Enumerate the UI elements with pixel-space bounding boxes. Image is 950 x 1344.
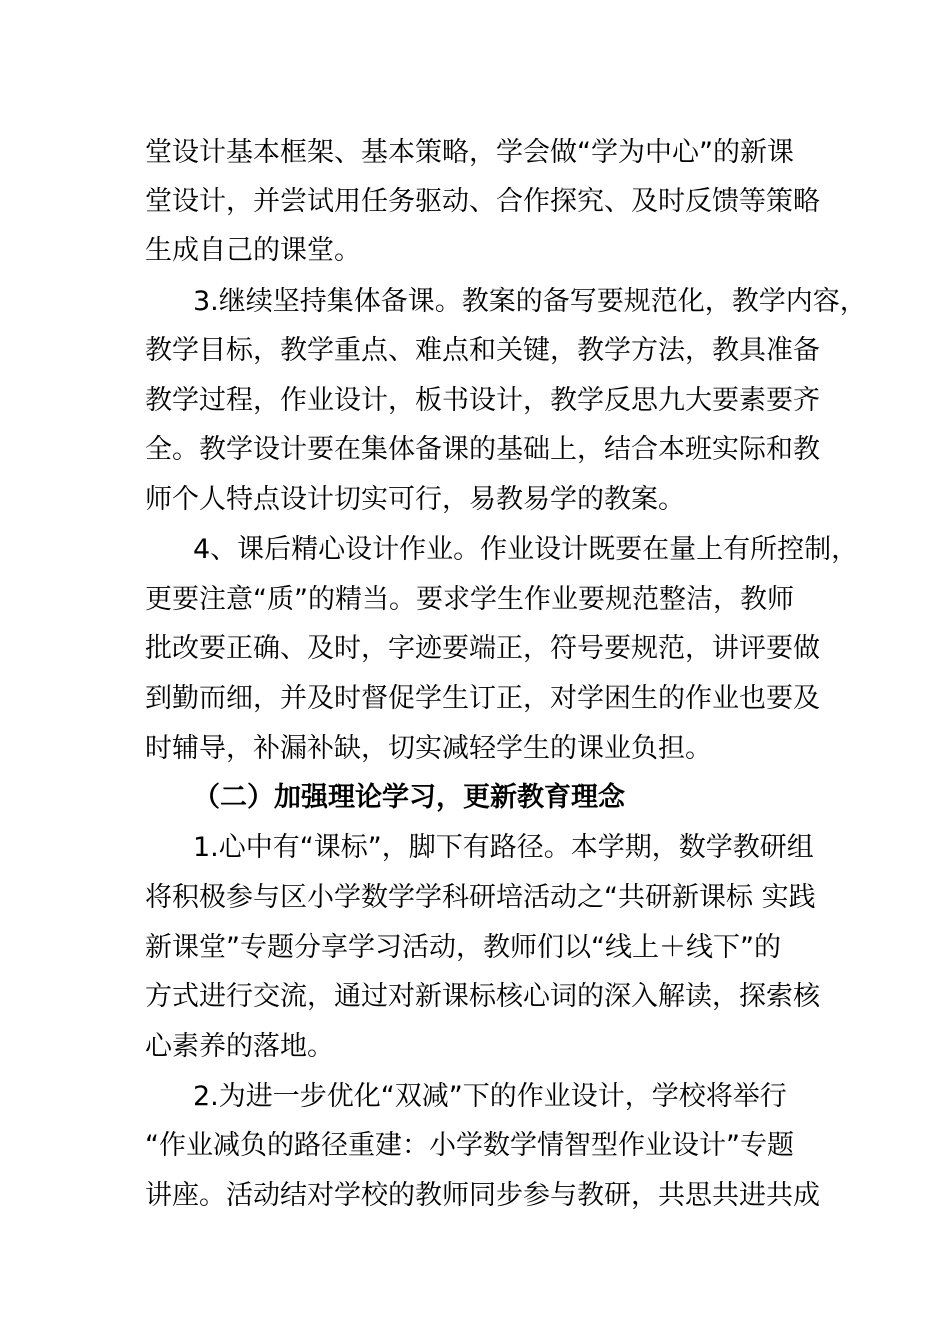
paragraph-line: 堂设计基本框架、基本策略，学会做“学为中心”的新课 [145, 137, 794, 168]
paragraph-line: 3.继续坚持集体备课。教案的备写要规范化，教学内容， [193, 286, 867, 317]
paragraph-line: 心素养的落地。 [145, 1031, 334, 1062]
paragraph-line: 教学目标，教学重点、难点和关键，教学方法，教具准备 [145, 335, 820, 366]
paragraph-line: 2.为进一步优化“双减”下的作业设计，学校将举行 [193, 1081, 787, 1112]
paragraph-line: 到勤而细，并及时督促学生订正，对学困生的作业也要及 [145, 683, 820, 714]
paragraph-line: 教学过程，作业设计，板书设计，教学反思九大要素要齐 [145, 385, 820, 416]
paragraph-line: 时辅导，补漏补缺，切实减轻学生的课业负担。 [145, 733, 712, 764]
paragraph-line: “作业减负的路径重建：小学数学情智型作业设计”专题 [145, 1130, 794, 1161]
paragraph-line: 讲座。活动结对学校的教师同步参与教研，共思共进共成 [145, 1180, 820, 1211]
paragraph-line: 方式进行交流，通过对新课标核心词的深入解读，探索核 [145, 981, 820, 1012]
paragraph-line: 将积极参与区小学数学学科研培活动之“共研新课标 实践 [145, 882, 816, 913]
paragraph-line: 全。教学设计要在集体备课的基础上，结合本班实际和教 [145, 434, 820, 465]
paragraph-line: 1.心中有“课标”，脚下有路径。本学期，数学教研组 [193, 832, 814, 863]
paragraph-line: 批改要正确、及时，字迹要端正，符号要规范，讲评要做 [145, 633, 820, 664]
section-heading: （二）加强理论学习，更新教育理念 [193, 782, 625, 813]
paragraph-line: 师个人特点设计切实可行，易教易学的教案。 [145, 484, 685, 515]
paragraph-line: 新课堂”专题分享学习活动，教师们以“线上＋线下”的 [145, 932, 781, 963]
paragraph-line: 堂设计，并尝试用任务驱动、合作探究、及时反馈等策略 [145, 186, 820, 217]
paragraph-line: 更要注意“质”的精当。要求学生作业要规范整洁，教师 [145, 584, 794, 615]
paragraph-line: 4、课后精心设计作业。作业设计既要在量上有所控制， [193, 534, 859, 565]
paragraph-line: 生成自己的课堂。 [145, 235, 361, 266]
